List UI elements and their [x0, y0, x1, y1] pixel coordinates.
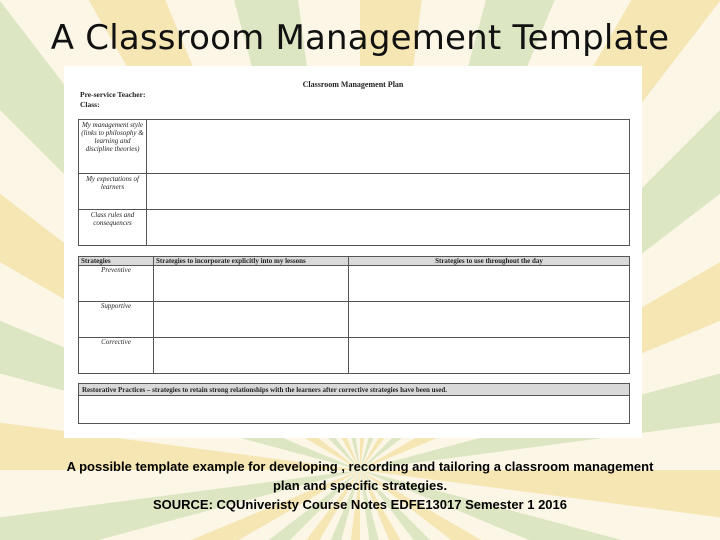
corrective-lessons-cell	[154, 338, 349, 374]
strategies-table	[78, 256, 630, 374]
restorative-practices-table	[78, 383, 630, 424]
table-row	[79, 120, 630, 174]
table-row	[79, 266, 630, 302]
slide-caption	[20, 457, 700, 514]
classroom-management-plan-document	[64, 66, 642, 438]
supportive-label: Supportive	[79, 302, 154, 338]
restorative-header: Restorative Practices – strategies to retain strong relationships with the learners after corrective strategies have been used.	[79, 384, 630, 396]
corrective-day-cell	[349, 338, 630, 374]
management-style-cell	[147, 120, 630, 174]
class-label: Class:	[80, 100, 100, 109]
table-header-row	[79, 257, 630, 266]
table-row	[79, 338, 630, 374]
management-style-table	[78, 119, 630, 246]
table-header-row	[79, 384, 630, 396]
expectations-label: My expectations of learners	[79, 174, 147, 210]
rules-label: Class rules and consequences	[79, 210, 147, 246]
expectations-cell	[147, 174, 630, 210]
management-style-label: My management style (links to philosophy & learning and discipline theories)	[79, 120, 147, 174]
restorative-cell	[79, 396, 630, 424]
caption-line: A possible template example for developing , recording and tailoring a classroom management	[66, 459, 654, 474]
table-row	[79, 302, 630, 338]
caption-line: plan and specific strategies.	[272, 478, 448, 493]
throughout-day-col-header: Strategies to use throughout the day	[349, 257, 630, 266]
strategies-col-header: Strategies	[79, 257, 154, 266]
table-row	[79, 396, 630, 424]
table-row	[79, 174, 630, 210]
supportive-day-cell	[349, 302, 630, 338]
supportive-lessons-cell	[154, 302, 349, 338]
teacher-label: Pre-service Teacher:	[80, 90, 146, 99]
preventive-lessons-cell	[154, 266, 349, 302]
table-row	[79, 210, 630, 246]
preventive-day-cell	[349, 266, 630, 302]
corrective-label: Corrective	[79, 338, 154, 374]
slide-title: A Classroom Management Template	[50, 18, 670, 58]
caption-source-line: SOURCE: CQUniveristy Course Notes EDFE13017 Semester 1 2016	[152, 497, 567, 512]
document-heading: Classroom Management Plan	[302, 80, 404, 89]
lessons-col-header: Strategies to incorporate explicitly into my lessons	[154, 257, 349, 266]
preventive-label: Preventive	[79, 266, 154, 302]
rules-cell	[147, 210, 630, 246]
